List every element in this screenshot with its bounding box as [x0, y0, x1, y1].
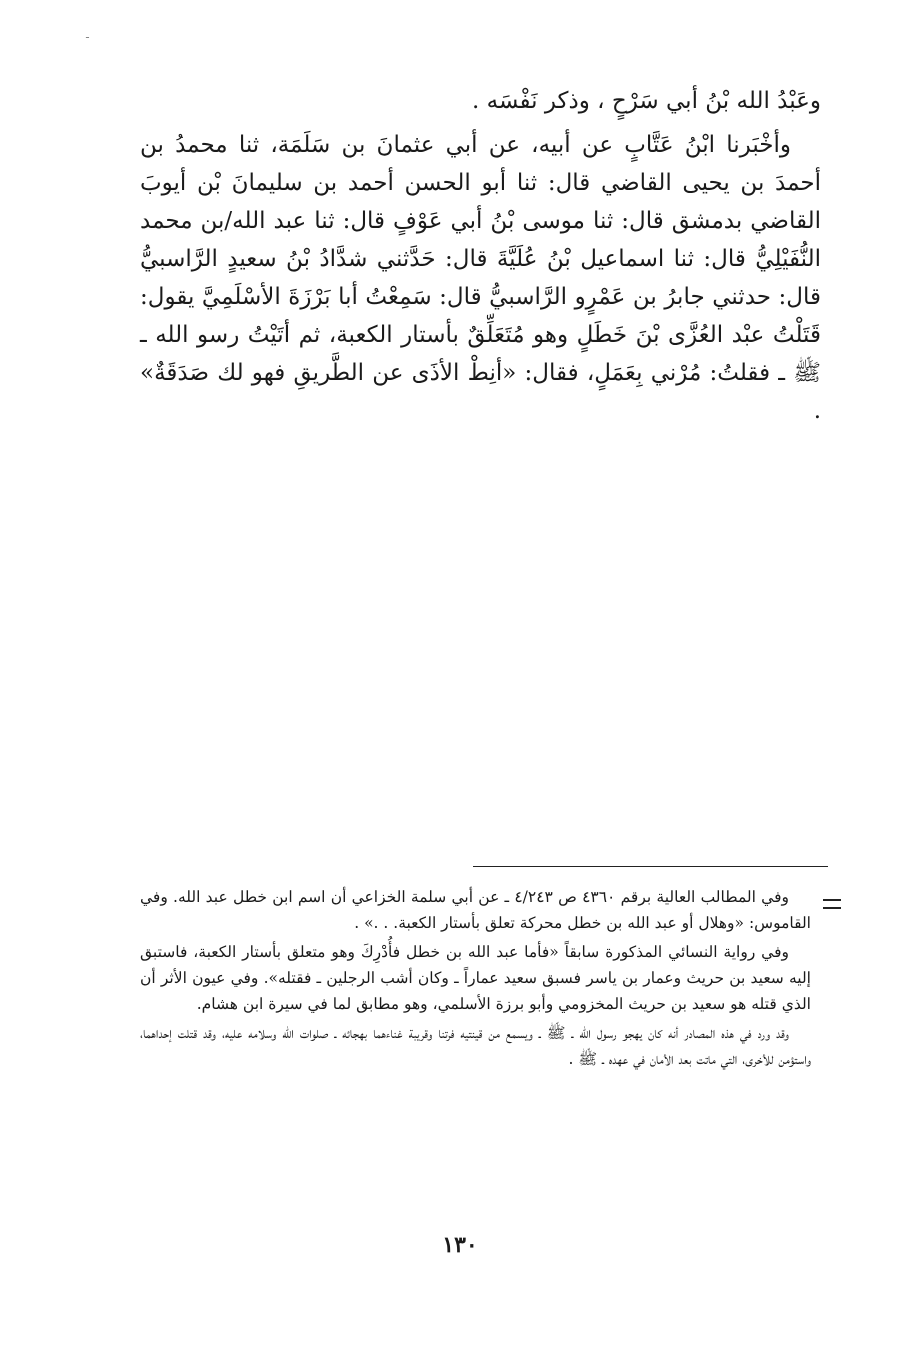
footnote-paragraph-1: وفي المطالب العالية برقم ٤٣٦٠ ص ٤/٢٤٣ ـ عن أبي سلمة الخزاعي أن اسم ابن خطل عبد الله. وفي القاموس: «وهلال أو عبد الله بن خطل محركة تعلق بأستار الكعبة. . .» .: [140, 888, 811, 932]
main-text: [140, 82, 821, 430]
footnote-marker: [823, 894, 841, 915]
footnote-paragraph-2: وفي رواية النسائي المذكورة سابقاً «فأما عبد الله بن خطل فأُدْرِكَ وهو متعلق بأستار الكعبة، فاستبق إليه سعيد بن حريث وعمار بن ياسر فسبق سعيد عماراً ـ وكان أشب الرجلين ـ فقتله». وفي عيون الأثر أن الذي قتله هو سعيد بن حريث المخزومي وأبو برزة الأسلمي، وهو مطابق لما في سيرة ابن هشام.: [140, 943, 811, 1013]
footnotes: [140, 884, 811, 1075]
main-line-1: وعَبْدُ الله بْنُ أبي سَرْحٍ ، وذكر نَفْسَه .: [472, 88, 821, 114]
corner-mark: ـ: [86, 30, 89, 41]
footnote-separator: [473, 866, 828, 867]
page-number: ١٣٠: [442, 1232, 478, 1258]
footnote-paragraph-3: وقد ورد في هذه المصادر أنه كان يهجو رسول الله ـ ﷺ ـ ويسمع من قينتيه فرتنا وقريبة غناءهما بهجائه ـ صلوات الله وسلامه عليه، وقد قتلت إحداهما، واستؤمن للأخرى، التي ماتت بعد الأمان في عهده ـ ﷺ .: [140, 1024, 811, 1068]
main-paragraph-2: وأخْبَرنا ابْنُ عَتَّابٍ عن أبيه، عن أبي عثمانَ بن سَلَمَة، ثنا محمدُ بن أحمدَ بن يحيى القاضي قال: ثنا أبو الحسن أحمد بن سليمانَ بْن أيوبَ القاضي بدمشق قال: ثنا موسى بْنُ أبي عَوْفٍ قال: ثنا عبد الله/بن محمد النُّفَيْلِيُّ قال: ثنا اسماعيل بْنُ عُلَيَّةَ قال: حَدَّثني شدَّادُ بْنُ سعيدٍ الرَّاسبيُّ قال: حدثني جابرُ بن عَمْرٍو الرَّاسبيُّ قال: سَمِعْتُ أبا بَرْزَةَ الأسْلَمِيَّ يقول: قَتَلْتُ عبْد العُزَّى بْنَ خَطَلٍ وهو مُتَعَلِّقٌ بأستار الكعبة، ثم أتَيْتُ رسو الله ـ ﷺ ـ فقلتُ: مُرْني بِعَمَلٍ، فقال: «أنِطْ الأذَى عن الطَّريقِ فهو لك صَدَقَةٌ» .: [140, 132, 821, 424]
